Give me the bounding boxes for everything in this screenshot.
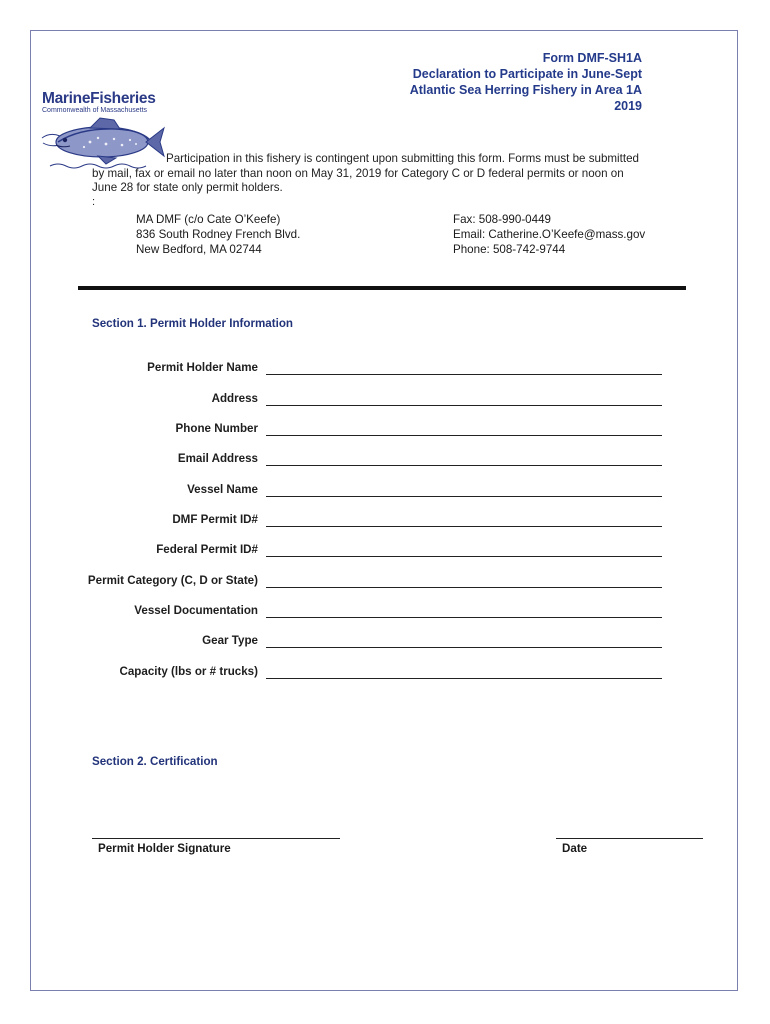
field-input-line[interactable]: [266, 435, 662, 436]
contact-email: Email: Catherine.O’Keefe@mass.gov: [453, 228, 646, 241]
field-label: Phone Number: [175, 422, 258, 435]
contact-fax: Fax: 508-990-0449: [453, 213, 551, 226]
field-input-line[interactable]: [266, 374, 662, 375]
form-title-line-2: Atlantic Sea Herring Fishery in Area 1A: [409, 83, 642, 97]
field-address[interactable]: [40, 392, 662, 408]
field-federal-permit-id[interactable]: [40, 543, 662, 559]
signature-line[interactable]: [92, 838, 340, 839]
form-title-line-1: Declaration to Participate in June-Sept: [412, 67, 642, 81]
intro-line-3: June 28 for state only permit holders.: [92, 181, 283, 194]
intro-paragraph: [92, 152, 682, 196]
logo-subtitle: Commonwealth of Massachusetts: [42, 107, 148, 114]
field-label: Vessel Documentation: [134, 604, 258, 617]
field-input-line[interactable]: [266, 556, 662, 557]
section-2-heading: Section 2. Certification: [92, 755, 218, 768]
field-permit-category[interactable]: [40, 574, 662, 590]
field-vessel-name[interactable]: [40, 483, 662, 499]
field-dmf-permit-id[interactable]: [40, 513, 662, 529]
field-input-line[interactable]: [266, 647, 662, 648]
field-email-address[interactable]: [40, 452, 662, 468]
signature-label: Permit Holder Signature: [98, 842, 231, 855]
contact-phone: Phone: 508-742-9744: [453, 243, 566, 256]
field-capacity[interactable]: [40, 665, 662, 681]
date-label: Date: [562, 842, 588, 855]
field-label: Permit Holder Name: [147, 361, 258, 374]
intro-line-1: Participation in this fishery is contingent upon submitting this form. Forms must be submitted: [166, 152, 639, 165]
mailing-address-line-1: MA DMF (c/o Cate O’Keefe): [136, 213, 281, 226]
field-input-line[interactable]: [266, 465, 662, 466]
section-1-heading: Section 1. Permit Holder Information: [92, 317, 293, 330]
field-input-line[interactable]: [266, 526, 662, 527]
date-line[interactable]: [556, 838, 703, 839]
field-phone-number[interactable]: [40, 422, 662, 438]
field-permit-holder-name[interactable]: [40, 361, 662, 377]
field-input-line[interactable]: [266, 678, 662, 679]
form-number: Form DMF-SH1A: [542, 51, 642, 65]
field-label: Capacity (lbs or # trucks): [119, 665, 258, 678]
field-label: Gear Type: [202, 634, 258, 647]
header-divider: [78, 286, 686, 290]
field-label: Federal Permit ID#: [156, 543, 258, 556]
field-label: Vessel Name: [187, 483, 258, 496]
field-gear-type[interactable]: [40, 634, 662, 650]
form-year: 2019: [614, 99, 642, 113]
mailing-address-line-2: 836 South Rodney French Blvd.: [136, 228, 301, 241]
field-label: Address: [211, 392, 258, 405]
intro-colon: :: [92, 196, 96, 208]
field-input-line[interactable]: [266, 496, 662, 497]
contact-info: [453, 212, 645, 257]
intro-line-2: by mail, fax or email no later than noon on May 31, 2019 for Category C or D federal permits or noon on: [92, 166, 624, 180]
field-input-line[interactable]: [266, 587, 662, 588]
field-vessel-documentation[interactable]: [40, 604, 662, 620]
field-label: DMF Permit ID#: [172, 513, 258, 526]
form-title-block: [410, 50, 642, 114]
logo-title: MarineFisheries: [42, 90, 156, 107]
mailing-address-line-3: New Bedford, MA 02744: [136, 243, 262, 256]
field-input-line[interactable]: [266, 617, 662, 618]
field-label: Permit Category (C, D or State): [87, 574, 258, 587]
mailing-address: [136, 212, 300, 257]
field-label: Email Address: [177, 452, 258, 465]
field-input-line[interactable]: [266, 405, 662, 406]
